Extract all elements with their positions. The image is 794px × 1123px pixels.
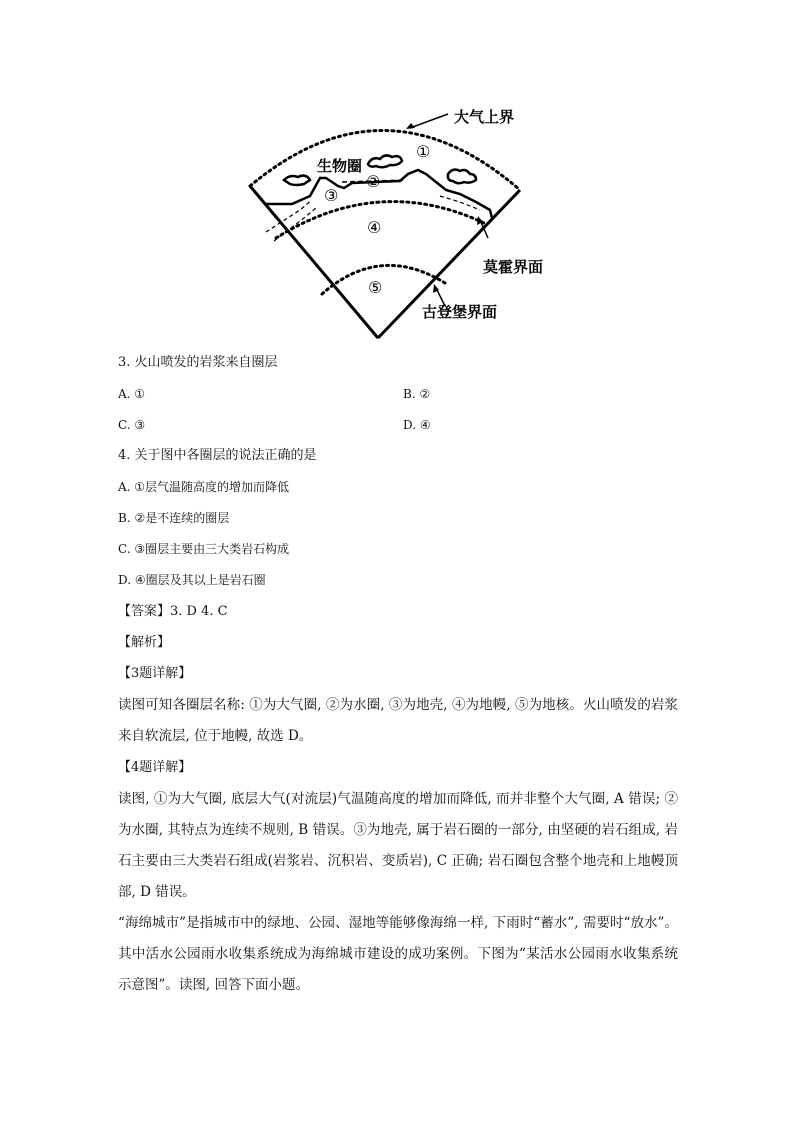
q4-option-c: C. ③圈层主要由三大类岩石构成 [118,542,290,556]
q4-detail-heading: 【4题详解】 [118,760,192,775]
layer-3-marker: ③ [324,186,339,205]
arrow-atmosphere [410,114,448,128]
layer-2-marker: ② [366,172,381,191]
q3-option-d: D. ④ [403,418,431,432]
gutenberg-boundary [322,265,445,294]
layer-5-marker: ⑤ [368,278,383,297]
q3-detail-body: 读图可知各圈层名称: ①为大气圈, ②为水圈, ③为地壳, ④为地幔, ⑤为地核。火山喷发的岩浆来自软流层, 位于地幔, 故选 D。 [118,697,678,744]
q3-stem: 3. 火山喷发的岩浆来自圈层 [118,355,278,370]
crust-dash-2 [274,208,316,241]
q4-option-a: A. ①层气温随高度的增加而降低 [118,480,290,494]
q3-option-c: C. ③ [118,418,146,432]
sponge-city-intro: “海绵城市”是指城市中的绿地、公园、湿地等能够像海绵一样, 下雨时“蓄水”, 需要时“放水”。其中活水公园雨水收集系统成为海绵城市建设的成功案例。下图为“某活水公园雨水收集系统示意图”。读图, 回答下面小题。 [118,915,678,993]
q3-option-b: B. ② [403,387,431,401]
answer-line: 【答案】3. D 4. C [118,604,228,619]
earth-layers-svg [240,98,570,343]
q4-stem: 4. 关于图中各圈层的说法正确的是 [118,448,317,463]
label-atmosphere-top: 大气上界 [454,108,515,126]
q3-detail-heading: 【3题详解】 [118,666,192,681]
earth-layers-diagram [240,98,570,343]
label-moho: 莫霍界面 [483,258,544,276]
layer-4-marker: ④ [367,218,382,237]
wedge-left-edge [250,186,378,338]
label-biosphere: 生物圈 [317,157,363,175]
label-gutenberg: 古登堡界面 [422,303,498,321]
crust-dash-3 [440,196,480,210]
cloud-3 [284,176,310,185]
q3-option-a: A. ① [118,387,146,401]
q4-option-d: D. ④圈层及其以上是岩石圈 [118,573,266,587]
cloud-1 [368,155,402,167]
analysis-heading: 【解析】 [118,635,171,650]
cloud-2 [448,170,476,184]
layer-1-marker: ① [416,142,431,161]
q4-detail-body: 读图, ①为大气圈, 底层大气(对流层)气温随高度的增加而降低, 而并非整个大气圈, A 错误; ②为水圈, 其特点为连续不规则, B 错误。③为地壳, 属于岩石圈的一部分, 由坚硬的岩石组成, 岩石主要由三大类岩石组成(岩浆岩、沉积岩、变质岩), C 正确; 岩石圈包含整个地壳和上地幔顶部, D 错误。 [118,791,678,900]
q4-option-b: B. ②是不连续的圈层 [118,511,230,525]
